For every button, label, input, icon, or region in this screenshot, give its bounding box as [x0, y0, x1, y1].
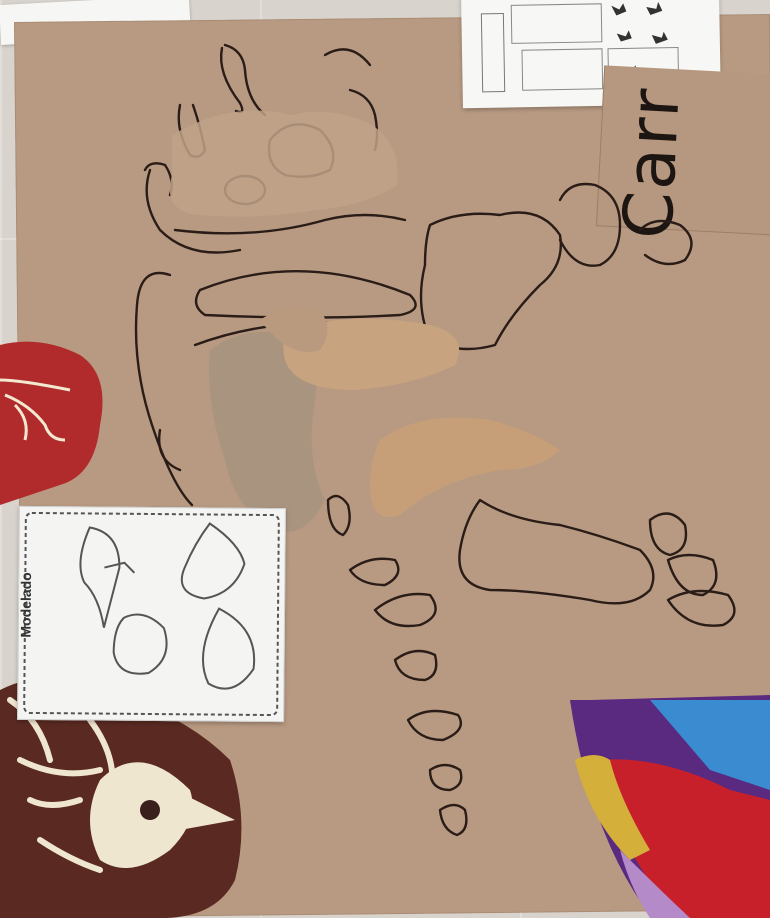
- poster-title: Carr: [608, 85, 696, 241]
- model-card-title: Modelado: [17, 572, 35, 638]
